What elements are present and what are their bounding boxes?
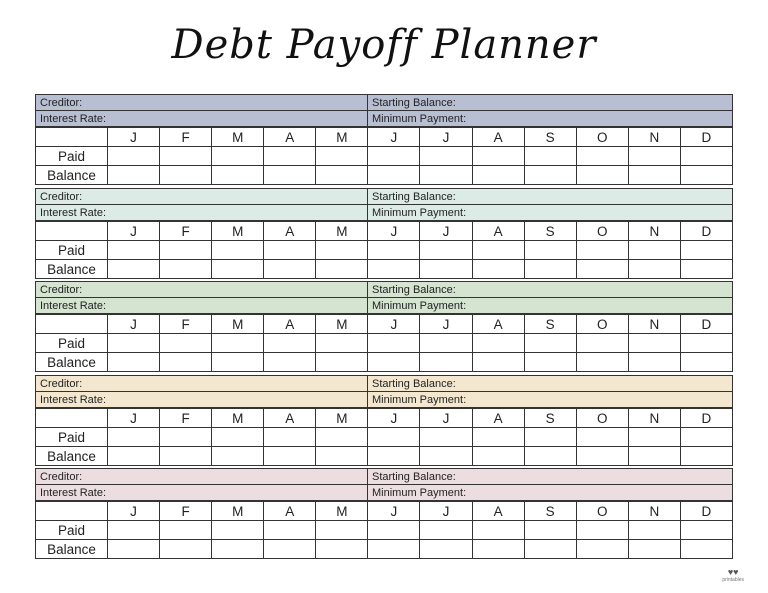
month-label: J [368,222,420,241]
watermark [722,568,744,583]
balance-cell[interactable] [628,166,680,185]
balance-label: Balance [36,540,108,559]
paid-cell[interactable] [316,334,368,353]
month-label: A [264,128,316,147]
paid-row [36,521,733,540]
paid-row [36,241,733,260]
balance-cell[interactable] [108,540,160,559]
balance-cell[interactable] [680,260,732,279]
month-label: N [628,502,680,521]
balance-row [36,353,733,372]
paid-cell[interactable] [628,428,680,447]
month-label: M [212,222,264,241]
balance-cell[interactable] [576,540,628,559]
balance-cell[interactable] [680,540,732,559]
paid-cell[interactable] [628,334,680,353]
creditor-label: Creditor: [40,377,83,390]
paid-cell[interactable] [108,521,160,540]
minimum-payment-field[interactable] [368,111,733,127]
paid-cell[interactable] [368,147,420,166]
interest-rate-field[interactable] [36,205,368,221]
paid-cell[interactable] [420,521,472,540]
paid-cell[interactable] [316,428,368,447]
balance-cell[interactable] [368,353,420,372]
paid-cell[interactable] [264,521,316,540]
starting-balance-field[interactable] [368,95,733,111]
paid-cell[interactable] [212,241,264,260]
minimum-payment-label: Minimum Payment: [372,206,467,219]
balance-cell[interactable] [212,260,264,279]
paid-cell[interactable] [264,334,316,353]
paid-cell[interactable] [160,334,212,353]
corner-cell [36,222,108,241]
month-label: S [524,409,576,428]
month-grid [35,314,733,372]
paid-cell[interactable] [472,428,524,447]
creditor-label: Creditor: [40,96,83,109]
balance-cell[interactable] [264,447,316,466]
month-label: D [680,502,732,521]
creditor-field[interactable] [36,95,368,111]
balance-cell[interactable] [420,353,472,372]
starting-balance-field[interactable] [368,376,733,392]
minimum-payment-field[interactable] [368,392,733,408]
paid-cell[interactable] [420,147,472,166]
balance-cell[interactable] [108,353,160,372]
paid-cell[interactable] [524,241,576,260]
starting-balance-field[interactable] [368,282,733,298]
paid-cell[interactable] [680,521,732,540]
month-label: F [160,222,212,241]
paid-cell[interactable] [264,428,316,447]
balance-cell[interactable] [368,260,420,279]
balance-label: Balance [36,353,108,372]
balance-cell[interactable] [212,166,264,185]
paid-cell[interactable] [316,147,368,166]
interest-rate-label: Interest Rate: [40,206,107,219]
month-header-row [36,502,733,521]
corner-cell [36,502,108,521]
balance-cell[interactable] [420,540,472,559]
creditor-label: Creditor: [40,190,83,203]
debt-header [35,188,733,221]
month-label: M [316,128,368,147]
paid-label: Paid [36,334,108,353]
month-label: J [368,315,420,334]
balance-cell[interactable] [472,260,524,279]
month-label: S [524,315,576,334]
paid-cell[interactable] [368,521,420,540]
month-label: J [108,128,160,147]
month-label: M [316,502,368,521]
paid-cell[interactable] [472,147,524,166]
month-label: S [524,128,576,147]
debt-header [35,281,733,314]
balance-cell[interactable] [212,540,264,559]
month-label: A [472,222,524,241]
month-label: F [160,128,212,147]
balance-cell[interactable] [160,540,212,559]
balance-cell[interactable] [160,166,212,185]
month-label: J [420,502,472,521]
paid-cell[interactable] [524,521,576,540]
paid-cell[interactable] [368,241,420,260]
hearts-logo-icon: ♥♥ [727,567,739,577]
starting-balance-field[interactable] [368,189,733,205]
month-label: N [628,128,680,147]
month-label: F [160,409,212,428]
month-label: O [576,315,628,334]
paid-cell[interactable] [472,521,524,540]
minimum-payment-label: Minimum Payment: [372,393,467,406]
paid-cell[interactable] [576,428,628,447]
balance-cell[interactable] [628,260,680,279]
balance-cell[interactable] [472,447,524,466]
corner-cell [36,128,108,147]
paid-cell[interactable] [628,241,680,260]
month-label: M [316,315,368,334]
month-label: M [316,409,368,428]
balance-cell[interactable] [472,540,524,559]
minimum-payment-field[interactable] [368,298,733,314]
balance-row [36,260,733,279]
balance-cell[interactable] [420,260,472,279]
month-label: M [212,128,264,147]
month-label: S [524,222,576,241]
balance-row [36,447,733,466]
month-label: D [680,222,732,241]
paid-cell[interactable] [264,147,316,166]
balance-cell[interactable] [576,447,628,466]
paid-cell[interactable] [160,521,212,540]
paid-label: Paid [36,428,108,447]
balance-cell[interactable] [108,447,160,466]
month-label: N [628,315,680,334]
balance-cell[interactable] [160,260,212,279]
month-grid [35,127,733,185]
month-header-row [36,128,733,147]
interest-rate-field[interactable] [36,298,368,314]
starting-balance-label: Starting Balance: [372,377,456,390]
paid-cell[interactable] [108,147,160,166]
month-label: O [576,128,628,147]
balance-cell[interactable] [680,447,732,466]
month-label: J [368,409,420,428]
minimum-payment-field[interactable] [368,205,733,221]
paid-cell[interactable] [680,334,732,353]
paid-row [36,147,733,166]
corner-cell [36,409,108,428]
month-label: J [108,502,160,521]
balance-cell[interactable] [368,166,420,185]
paid-cell[interactable] [316,521,368,540]
month-header-row [36,222,733,241]
creditor-label: Creditor: [40,470,83,483]
month-grid [35,501,733,559]
balance-cell[interactable] [628,353,680,372]
paid-cell[interactable] [108,334,160,353]
debt-section [35,188,732,279]
paid-cell[interactable] [368,334,420,353]
paid-cell[interactable] [576,241,628,260]
creditor-field[interactable] [36,189,368,205]
balance-cell[interactable] [108,260,160,279]
debt-section [35,468,732,559]
balance-cell[interactable] [212,353,264,372]
balance-cell[interactable] [264,353,316,372]
creditor-field[interactable] [36,469,368,485]
month-label: J [420,222,472,241]
month-label: A [472,128,524,147]
balance-cell[interactable] [576,166,628,185]
starting-balance-field[interactable] [368,469,733,485]
month-label: D [680,315,732,334]
paid-cell[interactable] [212,334,264,353]
month-label: M [212,315,264,334]
balance-cell[interactable] [680,353,732,372]
month-label: N [628,409,680,428]
page-title: Debt Payoff Planner [171,22,597,68]
paid-label: Paid [36,147,108,166]
balance-cell[interactable] [524,353,576,372]
month-header-row [36,409,733,428]
balance-cell[interactable] [316,166,368,185]
paid-cell[interactable] [628,521,680,540]
creditor-field[interactable] [36,282,368,298]
paid-cell[interactable] [472,241,524,260]
balance-cell[interactable] [316,540,368,559]
paid-row [36,428,733,447]
minimum-payment-field[interactable] [368,485,733,501]
interest-rate-field[interactable] [36,392,368,408]
minimum-payment-label: Minimum Payment: [372,299,467,312]
month-grid [35,221,733,279]
paid-cell[interactable] [368,428,420,447]
balance-cell[interactable] [160,353,212,372]
month-label: J [420,315,472,334]
paid-cell[interactable] [524,147,576,166]
paid-cell[interactable] [420,241,472,260]
month-label: O [576,222,628,241]
month-label: A [472,409,524,428]
paid-cell[interactable] [108,428,160,447]
paid-cell[interactable] [524,428,576,447]
paid-cell[interactable] [524,334,576,353]
month-label: O [576,409,628,428]
balance-row [36,166,733,185]
month-label: D [680,128,732,147]
month-label: A [264,315,316,334]
month-label: M [212,409,264,428]
month-label: J [108,315,160,334]
month-label: S [524,502,576,521]
paid-label: Paid [36,521,108,540]
paid-cell[interactable] [316,241,368,260]
balance-cell[interactable] [524,447,576,466]
balance-cell[interactable] [368,447,420,466]
paid-cell[interactable] [472,334,524,353]
interest-rate-field[interactable] [36,111,368,127]
debt-header [35,94,733,127]
balance-label: Balance [36,447,108,466]
month-label: J [108,222,160,241]
interest-rate-label: Interest Rate: [40,486,107,499]
month-label: A [264,502,316,521]
month-label: J [368,128,420,147]
month-label: N [628,222,680,241]
balance-cell[interactable] [212,447,264,466]
creditor-field[interactable] [36,376,368,392]
balance-label: Balance [36,166,108,185]
starting-balance-label: Starting Balance: [372,470,456,483]
paid-cell[interactable] [212,521,264,540]
month-header-row [36,315,733,334]
balance-cell[interactable] [108,166,160,185]
paid-cell[interactable] [212,428,264,447]
debt-section [35,281,732,372]
paid-cell[interactable] [680,428,732,447]
balance-cell[interactable] [160,447,212,466]
month-label: A [472,502,524,521]
month-label: F [160,315,212,334]
balance-cell[interactable] [680,166,732,185]
month-grid [35,408,733,466]
paid-cell[interactable] [680,241,732,260]
paid-cell[interactable] [264,241,316,260]
month-label: M [316,222,368,241]
debt-header [35,468,733,501]
paid-cell[interactable] [108,241,160,260]
month-label: J [420,409,472,428]
debt-section [35,94,732,185]
month-label: O [576,502,628,521]
starting-balance-label: Starting Balance: [372,190,456,203]
month-label: D [680,409,732,428]
month-label: J [108,409,160,428]
balance-cell[interactable] [264,166,316,185]
creditor-label: Creditor: [40,283,83,296]
minimum-payment-label: Minimum Payment: [372,486,467,499]
paid-cell[interactable] [576,521,628,540]
balance-row [36,540,733,559]
paid-cell[interactable] [212,147,264,166]
balance-cell[interactable] [264,540,316,559]
debt-header [35,375,733,408]
month-label: A [264,409,316,428]
balance-cell[interactable] [472,353,524,372]
interest-rate-label: Interest Rate: [40,299,107,312]
paid-cell[interactable] [160,428,212,447]
paid-label: Paid [36,241,108,260]
interest-rate-label: Interest Rate: [40,393,107,406]
balance-cell[interactable] [524,540,576,559]
paid-cell[interactable] [160,241,212,260]
month-label: A [264,222,316,241]
interest-rate-label: Interest Rate: [40,112,107,125]
starting-balance-label: Starting Balance: [372,283,456,296]
balance-cell[interactable] [628,540,680,559]
balance-cell[interactable] [628,447,680,466]
paid-cell[interactable] [420,334,472,353]
month-label: A [472,315,524,334]
paid-row [36,334,733,353]
balance-cell[interactable] [420,447,472,466]
paid-cell[interactable] [628,147,680,166]
balance-cell[interactable] [524,166,576,185]
debt-section [35,375,732,466]
month-label: J [420,128,472,147]
month-label: J [368,502,420,521]
balance-cell[interactable] [316,260,368,279]
month-label: F [160,502,212,521]
balance-cell[interactable] [576,353,628,372]
balance-cell[interactable] [368,540,420,559]
corner-cell [36,315,108,334]
interest-rate-field[interactable] [36,485,368,501]
balance-cell[interactable] [316,447,368,466]
balance-cell[interactable] [316,353,368,372]
balance-cell[interactable] [264,260,316,279]
starting-balance-label: Starting Balance: [372,96,456,109]
watermark-text: printables [722,577,744,583]
balance-cell[interactable] [420,166,472,185]
balance-cell[interactable] [576,260,628,279]
paid-cell[interactable] [420,428,472,447]
minimum-payment-label: Minimum Payment: [372,112,467,125]
balance-label: Balance [36,260,108,279]
balance-cell[interactable] [472,166,524,185]
paid-cell[interactable] [680,147,732,166]
paid-cell[interactable] [160,147,212,166]
month-label: M [212,502,264,521]
paid-cell[interactable] [576,334,628,353]
paid-cell[interactable] [576,147,628,166]
balance-cell[interactable] [524,260,576,279]
